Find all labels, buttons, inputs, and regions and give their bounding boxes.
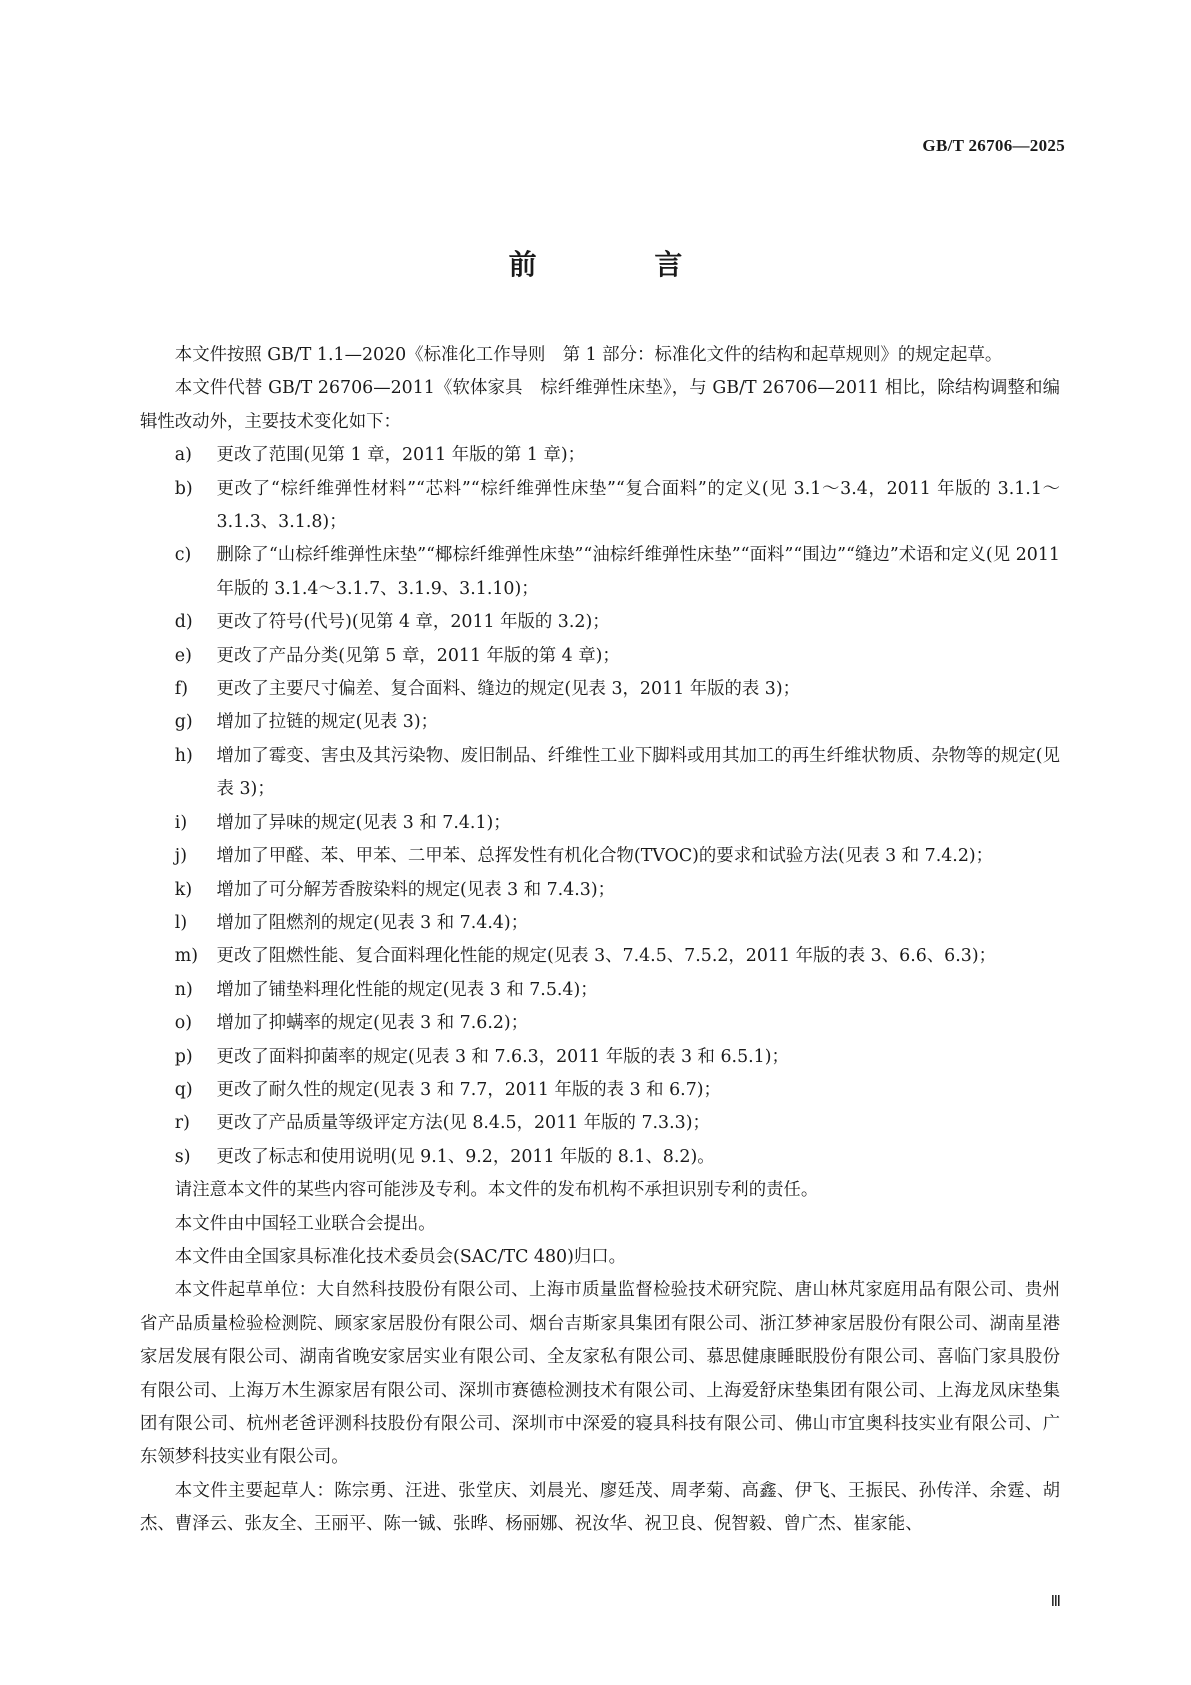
list-item [175,439,1060,472]
committee-statement: 本文件由全国家具标准化技术委员会(SAC/TC 480)归口。 [174,1246,627,1267]
item-text: 增加了异味的规定(见表 3 和 7.4.1)； [216,812,511,833]
item-label: r) [174,1113,190,1134]
item-label: l) [174,912,188,933]
item-label: b) [174,478,193,499]
foreword-body [140,339,1060,1542]
item-text: 删除了“山棕纤维弹性床垫”“椰棕纤维弹性床垫”“油棕纤维弹性床垫”“面料”“围边”“缝边”术语和定义(见 2011 年版的 3.1.4～3.1.7、3.1.9、3.1.10)； [216,545,1060,599]
proposer-statement: 本文件由中国轻工业联合会提出。 [174,1213,436,1234]
item-label: i) [174,812,188,833]
item-text: 更改了产品质量等级评定方法(见 8.4.5，2011 年版的 7.3.3)； [216,1113,710,1134]
list-item [175,1007,1060,1040]
changes-list [140,439,1060,1174]
item-label: c) [174,545,192,566]
list-item [175,473,1060,540]
drafting-persons: 本文件主要起草人：陈宗勇、汪进、张堂庆、刘晨光、廖廷茂、周孝菊、高鑫、伊飞、王振民、孙传洋、余霆、胡杰、曹泽云、张友全、王丽平、陈一铖、张晔、杨丽娜、祝汝华、祝卫良、倪智毅、曾广杰、崔家能、 [140,1480,1060,1535]
item-text: 增加了铺垫料理化性能的规定(见表 3 和 7.5.4)； [216,979,598,1000]
item-text: 更改了符号(代号)(见第 4 章，2011 年版的 3.2)； [216,612,610,633]
item-label: d) [174,612,193,633]
item-label: e) [174,645,192,666]
list-item [175,1107,1060,1140]
list-item [175,1141,1060,1174]
item-text: 更改了标志和使用说明(见 9.1、9.2，2011 年版的 8.1、8.2)。 [216,1146,715,1167]
list-item [175,640,1060,673]
item-label: k) [174,879,193,900]
list-item [175,740,1060,807]
item-label: o) [174,1013,193,1034]
item-label: p) [174,1046,193,1067]
item-text: 更改了阻燃性能、复合面料理化性能的规定(见表 3、7.4.5、7.5.2，2011 年版的表 3、6.6、6.3)； [216,946,997,967]
list-item [175,940,1060,973]
item-text: 增加了阻燃剂的规定(见表 3 和 7.4.4)； [216,912,529,933]
list-item [175,840,1060,873]
list-item [175,1041,1060,1074]
item-text: 增加了拉链的规定(见表 3)； [216,712,439,733]
list-item [175,907,1060,940]
list-item [175,673,1060,706]
item-text: 增加了甲醛、苯、甲苯、二甲苯、总挥发性有机化合物(TVOC)的要求和试验方法(见表 3 和 7.4.2)； [216,846,994,867]
intro-paragraph: 本文件代替 GB/T 26706—2011《软体家具 棕纤维弹性床垫》，与 GB/T 26706—2011 相比，除结构调整和编辑性改动外，主要技术变化如下： [140,378,1060,432]
item-label: q) [174,1079,193,1100]
list-item [175,874,1060,907]
item-label: m) [174,946,199,967]
item-label: j) [174,846,187,867]
drafting-units: 本文件起草单位：大自然科技股份有限公司、上海市质量监督检验技术研究院、唐山林芃家庭用品有限公司、贵州省产品质量检验检测院、顾家家居股份有限公司、烟台吉斯家具集团有限公司、浙江梦神家居股份有限公司、湖南星港家居发展有限公司、湖南省晚安家居实业有限公司、全友家私有限公司、慕思健康睡眠股份有限公司、喜临门家具股份有限公司、上海万木生源家居有限公司、深圳市赛德检测技术有限公司、上海爱舒床垫集团有限公司、上海龙凤床垫集团有限公司、杭州老爸评测科技股份有限公司、深圳市中深爱的寝具科技有限公司、佛山市宜奥科技实业有限公司、广东领梦科技实业有限公司。 [140,1280,1060,1468]
page-title: 前 言 [508,248,737,281]
item-text: 增加了可分解芳香胺染料的规定(见表 3 和 7.4.3)； [216,879,616,900]
item-text: 更改了“棕纤维弹性材料”“芯料”“棕纤维弹性床垫”“复合面料”的定义(见 3.1～3.4，2011 年版的 3.1.1～3.1.3、3.1.8)； [216,478,1060,533]
list-item [175,606,1060,639]
patent-notice: 请注意本文件的某些内容可能涉及专利。本文件的发布机构不承担识别专利的责任。 [174,1180,819,1201]
item-text: 更改了耐久性的规定(见表 3 和 7.7，2011 年版的表 3 和 6.7)； [216,1079,721,1100]
page-number: Ⅲ [1050,1594,1061,1610]
list-item [175,706,1060,739]
item-label: n) [174,979,193,1000]
list-item [175,1074,1060,1107]
item-text: 增加了霉变、害虫及其污染物、废旧制品、纤维性工业下脚料或用其加工的再生纤维状物质、杂物等的规定(见表 3)； [216,745,1060,800]
item-text: 更改了产品分类(见第 5 章，2011 年版的第 4 章)； [216,645,620,666]
item-label: h) [174,745,193,766]
item-text: 增加了抑螨率的规定(见表 3 和 7.6.2)； [216,1013,529,1034]
list-item [175,539,1060,606]
item-label: a) [174,445,192,466]
item-label: s) [174,1146,191,1167]
document-code: GB/T 26706—2025 [922,136,1065,155]
item-label: f) [174,679,189,700]
item-text: 更改了范围(见第 1 章，2011 年版的第 1 章)； [216,445,586,466]
intro-paragraph: 本文件按照 GB/T 1.1—2020《标准化工作导则 第 1 部分：标准化文件的结构和起草规则》的规定起草。 [174,345,1003,365]
item-text: 更改了面料抑菌率的规定(见表 3 和 7.6.3，2011 年版的表 3 和 6.5.1)； [216,1046,789,1067]
item-label: g) [174,712,193,733]
item-text: 更改了主要尺寸偏差、复合面料、缝边的规定(见表 3，2011 年版的表 3)； [216,679,801,700]
list-item [175,974,1060,1007]
list-item [175,807,1060,840]
